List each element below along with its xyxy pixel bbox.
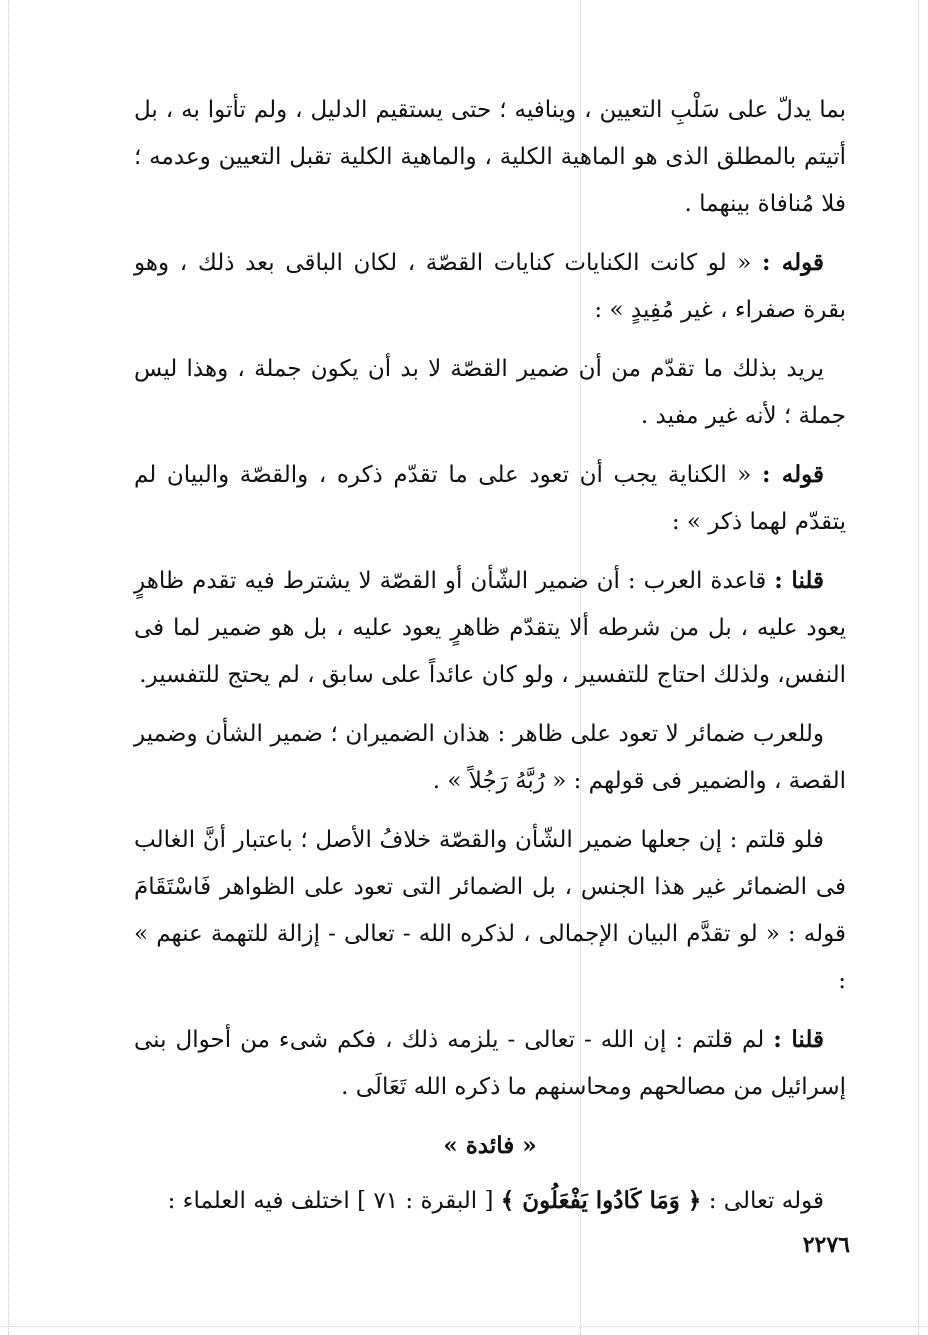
paragraph-text: « لو كانت الكنايات كنايات القصّة ، لكان الباقى بعد ذلك ، وهو بقرة صفراء ، غير مُفِيدٍ » : [134,250,846,323]
paragraph-lead: قلنا : [773,1026,824,1053]
closing-line [134,1177,846,1225]
paragraph-1 [134,86,846,228]
paragraph-4 [134,451,846,546]
closing-line-intro: قوله تعالى : [701,1188,824,1214]
page-text [134,86,846,1236]
paragraph-3 [134,345,846,440]
paragraph-lead: قلنا : [774,567,824,594]
paragraph-6 [134,710,846,805]
scan-grid-line [8,0,9,1335]
quran-verse: ﴿ وَمَا كَادُوا يَفْعَلُونَ ﴾ [500,1187,702,1214]
scan-grid-line [0,1326,928,1327]
scan-grid-line [918,0,919,1335]
paragraph-7 [134,816,846,1005]
paragraph-lead: قوله : [762,461,825,488]
paragraph-2 [134,239,846,334]
paragraph-lead: قوله : [761,249,824,276]
paragraph-8 [134,1016,846,1111]
paragraph-text: « الكناية يجب أن تعود على ما تقدّم ذكره ، والقصّة والبيان لم يتقدّم لهما ذكر » : [134,462,846,535]
section-heading: « فائدة » [443,1132,537,1159]
paragraph-5 [134,557,846,699]
paragraph-text: وللعرب ضمائر لا تعود على ظاهر : هذان الضميران ؛ ضمير الشأن وضمير القصة ، والضمير فى قولهم : « رُبَّهُ رَجُلاً » . [134,721,846,794]
paragraph-text: بما يدلّ على سَلْبِ التعيين ، وينافيه ؛ حتى يستقيم الدليل ، ولم تأتوا به ، بل أتيتم بالمطلق الذى هو الماهية الكلية ، والماهية الكلية تقبل التعيين وعدمه ؛ فلا مُنافاة بينهما . [134,97,846,217]
paragraph-text: قاعدة العرب : أن ضمير الشّأن أو القصّة لا يشترط فيه تقدم ظاهرٍ يعود عليه ، بل من شرطه ألا يتقدّم ظاهرٍ يعود عليه ، بل هو ضمير لما فى النفس، ولذلك احتاج للتفسير ، ولو كان عائداً على سابق ، لم يحتج للتفسير. [134,568,846,688]
closing-line-rest: [ البقرة : ٧١ ] اختلف فيه العلماء : [167,1188,501,1214]
paragraph-text: فلو قلتم : إن جعلها ضمير الشّأن والقصّة خلافُ الأصل ؛ باعتبار أنَّ الغالب فى الضمائر غير هذا الجنس ، بل الضمائر التى تعود على الظواهر فَاسْتَقَامَ قوله : « لو تقدَّم البيان الإجمالى ، لذكره الله - تعالى - إزالة للتهمة عنهم » : [134,827,846,994]
page-number: ٢٢٧٦ [802,1232,850,1258]
paragraph-text: لم قلتم : إن الله - تعالى - يلزمه ذلك ، فكم شىء من أحوال بنى إسرائيل من مصالحهم ومحاسنهم ما ذكره الله تَعَالَى . [134,1027,846,1100]
paragraph-text: يريد بذلك ما تقدّم من أن ضمير القصّة لا بد أن يكون جملة ، وهذا ليس جملة ؛ لأنه غير مفيد . [134,356,846,429]
